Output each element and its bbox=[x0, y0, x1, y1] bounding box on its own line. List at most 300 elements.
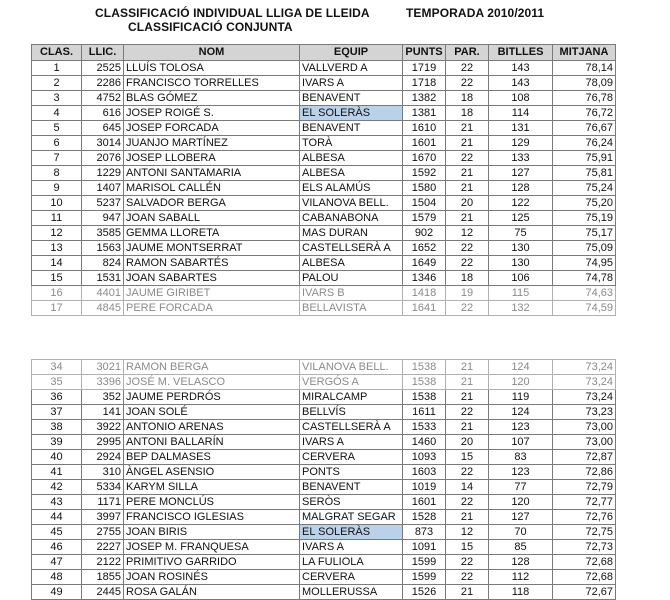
pins-cell: 107 bbox=[489, 435, 553, 450]
average-cell: 75,91 bbox=[553, 151, 616, 166]
name-cell: JOSEP M. FRANQUESA bbox=[124, 540, 300, 555]
name-cell: JOSEP LLOBERA bbox=[124, 151, 300, 166]
license-cell: 1171 bbox=[82, 495, 124, 510]
points-cell: 1526 bbox=[403, 585, 446, 600]
name-cell: BEP DALMASES bbox=[124, 450, 300, 465]
table-header-row bbox=[32, 45, 616, 61]
matches-cell: 22 bbox=[446, 570, 489, 585]
name-cell: JUANJO MARTÍNEZ bbox=[124, 136, 300, 151]
license-cell: 352 bbox=[82, 390, 124, 405]
table-row bbox=[32, 555, 616, 570]
rank-cell: 16 bbox=[32, 286, 82, 301]
matches-cell: 21 bbox=[446, 360, 489, 375]
average-cell: 72,68 bbox=[553, 570, 616, 585]
name-cell: MARISOL CALLÉN bbox=[124, 181, 300, 196]
points-cell: 1091 bbox=[403, 540, 446, 555]
license-cell: 1229 bbox=[82, 166, 124, 181]
pins-cell: 120 bbox=[489, 495, 553, 510]
rank-cell: 49 bbox=[32, 585, 82, 600]
matches-cell: 22 bbox=[446, 495, 489, 510]
matches-cell: 21 bbox=[446, 375, 489, 390]
license-cell: 3922 bbox=[82, 420, 124, 435]
license-cell: 2076 bbox=[82, 151, 124, 166]
matches-cell: 21 bbox=[446, 390, 489, 405]
license-cell: 3021 bbox=[82, 360, 124, 375]
table-row bbox=[32, 480, 616, 495]
average-cell: 76,67 bbox=[553, 121, 616, 136]
points-cell: 1460 bbox=[403, 435, 446, 450]
license-cell: 4752 bbox=[82, 91, 124, 106]
table-row bbox=[32, 61, 616, 76]
matches-cell: 22 bbox=[446, 241, 489, 256]
name-cell: ANTONI BALLARÍN bbox=[124, 435, 300, 450]
pins-cell: 118 bbox=[489, 585, 553, 600]
average-cell: 75,17 bbox=[553, 226, 616, 241]
pins-cell: 119 bbox=[489, 390, 553, 405]
name-cell: PERE MONCLÚS bbox=[124, 495, 300, 510]
rank-cell: 41 bbox=[32, 465, 82, 480]
points-cell: 1599 bbox=[403, 555, 446, 570]
team-cell: MOLLERUSSA bbox=[300, 585, 403, 600]
team-cell: IVARS A bbox=[300, 540, 403, 555]
matches-cell: 15 bbox=[446, 540, 489, 555]
table-row bbox=[32, 121, 616, 136]
column-header: LLIC. bbox=[82, 45, 124, 61]
average-cell: 74,63 bbox=[553, 286, 616, 301]
rank-cell: 5 bbox=[32, 121, 82, 136]
points-cell: 1382 bbox=[403, 91, 446, 106]
matches-cell: 22 bbox=[446, 465, 489, 480]
rank-cell: 6 bbox=[32, 136, 82, 151]
matches-cell: 14 bbox=[446, 480, 489, 495]
average-cell: 75,81 bbox=[553, 166, 616, 181]
matches-cell: 22 bbox=[446, 61, 489, 76]
average-cell: 72,76 bbox=[553, 510, 616, 525]
license-cell: 1563 bbox=[82, 241, 124, 256]
name-cell: JOAN SABALL bbox=[124, 211, 300, 226]
average-cell: 73,00 bbox=[553, 420, 616, 435]
rank-cell: 10 bbox=[32, 196, 82, 211]
name-cell: KARYM SILLA bbox=[124, 480, 300, 495]
matches-cell: 18 bbox=[446, 106, 489, 121]
table-row bbox=[32, 181, 616, 196]
pins-cell: 127 bbox=[489, 166, 553, 181]
license-cell: 4845 bbox=[82, 301, 124, 316]
average-cell: 75,24 bbox=[553, 181, 616, 196]
table-row bbox=[32, 525, 616, 540]
team-cell: ALBESA bbox=[300, 256, 403, 271]
name-cell: JAUME PERDRÓS bbox=[124, 390, 300, 405]
matches-cell: 22 bbox=[446, 405, 489, 420]
table-row bbox=[32, 91, 616, 106]
name-cell: JOAN SOLÉ bbox=[124, 405, 300, 420]
license-cell: 645 bbox=[82, 121, 124, 136]
matches-cell: 21 bbox=[446, 585, 489, 600]
matches-cell: 20 bbox=[446, 196, 489, 211]
rank-cell: 39 bbox=[32, 435, 82, 450]
name-cell: JOAN SABARTES bbox=[124, 271, 300, 286]
points-cell: 1601 bbox=[403, 495, 446, 510]
pins-cell: 130 bbox=[489, 256, 553, 271]
pins-cell: 131 bbox=[489, 121, 553, 136]
rank-cell: 17 bbox=[32, 301, 82, 316]
column-header: PUNTS bbox=[403, 45, 446, 61]
name-cell: FRANCISCO TORRELLES bbox=[124, 76, 300, 91]
pins-cell: 123 bbox=[489, 420, 553, 435]
team-cell: CASTELLSERÀ A bbox=[300, 420, 403, 435]
table-row bbox=[32, 256, 616, 271]
table-row bbox=[32, 271, 616, 286]
matches-cell: 21 bbox=[446, 166, 489, 181]
table-row bbox=[32, 166, 616, 181]
points-cell: 1610 bbox=[403, 121, 446, 136]
points-cell: 902 bbox=[403, 226, 446, 241]
name-cell: ROSA GALÁN bbox=[124, 585, 300, 600]
pins-cell: 120 bbox=[489, 375, 553, 390]
points-cell: 1641 bbox=[403, 301, 446, 316]
title-line-1: CLASSIFICACIÓ INDIVIDUAL LLIGA DE LLEIDA bbox=[95, 6, 370, 20]
rank-cell: 37 bbox=[32, 405, 82, 420]
table-row bbox=[32, 241, 616, 256]
rank-cell: 42 bbox=[32, 480, 82, 495]
matches-cell: 21 bbox=[446, 211, 489, 226]
license-cell: 1407 bbox=[82, 181, 124, 196]
license-cell: 2755 bbox=[82, 525, 124, 540]
license-cell: 2122 bbox=[82, 555, 124, 570]
name-cell: RAMON BERGA bbox=[124, 360, 300, 375]
matches-cell: 21 bbox=[446, 420, 489, 435]
license-cell: 824 bbox=[82, 256, 124, 271]
team-cell: BENAVENT bbox=[300, 480, 403, 495]
rank-cell: 34 bbox=[32, 360, 82, 375]
matches-cell: 21 bbox=[446, 510, 489, 525]
pins-cell: 127 bbox=[489, 510, 553, 525]
pins-cell: 130 bbox=[489, 241, 553, 256]
team-cell: BENAVENT bbox=[300, 121, 403, 136]
matches-cell: 12 bbox=[446, 525, 489, 540]
ranking-table-top bbox=[31, 44, 616, 316]
name-cell: ÀNGEL ASENSIO bbox=[124, 465, 300, 480]
name-cell: JAUME GIRIBET bbox=[124, 286, 300, 301]
average-cell: 72,67 bbox=[553, 585, 616, 600]
average-cell: 72,68 bbox=[553, 555, 616, 570]
name-cell: RAMON SABARTÉS bbox=[124, 256, 300, 271]
average-cell: 76,78 bbox=[553, 91, 616, 106]
license-cell: 3396 bbox=[82, 375, 124, 390]
points-cell: 1580 bbox=[403, 181, 446, 196]
license-cell: 3014 bbox=[82, 136, 124, 151]
rank-cell: 13 bbox=[32, 241, 82, 256]
matches-cell: 22 bbox=[446, 256, 489, 271]
license-cell: 2286 bbox=[82, 76, 124, 91]
team-cell: BENAVENT bbox=[300, 91, 403, 106]
ranking-table-bottom bbox=[31, 359, 616, 600]
average-cell: 73,23 bbox=[553, 405, 616, 420]
name-cell: BLAS GÓMEZ bbox=[124, 91, 300, 106]
column-header: CLAS. bbox=[32, 45, 82, 61]
rank-cell: 7 bbox=[32, 151, 82, 166]
rank-cell: 47 bbox=[32, 555, 82, 570]
average-cell: 72,77 bbox=[553, 495, 616, 510]
pins-cell: 70 bbox=[489, 525, 553, 540]
column-header: MITJANA bbox=[553, 45, 616, 61]
license-cell: 2924 bbox=[82, 450, 124, 465]
points-cell: 1381 bbox=[403, 106, 446, 121]
points-cell: 1538 bbox=[403, 390, 446, 405]
points-cell: 1592 bbox=[403, 166, 446, 181]
name-cell: PERE FORCADA bbox=[124, 301, 300, 316]
team-cell: PALOU bbox=[300, 271, 403, 286]
pins-cell: 123 bbox=[489, 465, 553, 480]
team-cell: SERÒS bbox=[300, 495, 403, 510]
license-cell: 2525 bbox=[82, 61, 124, 76]
average-cell: 74,78 bbox=[553, 271, 616, 286]
name-cell: JOSEP ROIGÉ S. bbox=[124, 106, 300, 121]
pins-cell: 106 bbox=[489, 271, 553, 286]
points-cell: 1670 bbox=[403, 151, 446, 166]
rank-cell: 9 bbox=[32, 181, 82, 196]
table-row bbox=[32, 450, 616, 465]
column-header: EQUIP bbox=[300, 45, 403, 61]
average-cell: 73,24 bbox=[553, 375, 616, 390]
average-cell: 72,87 bbox=[553, 450, 616, 465]
name-cell: JAUME MONTSERRAT bbox=[124, 241, 300, 256]
team-cell: ALBESA bbox=[300, 166, 403, 181]
pins-cell: 124 bbox=[489, 405, 553, 420]
matches-cell: 12 bbox=[446, 226, 489, 241]
points-cell: 1528 bbox=[403, 510, 446, 525]
matches-cell: 19 bbox=[446, 286, 489, 301]
rank-cell: 4 bbox=[32, 106, 82, 121]
average-cell: 75,20 bbox=[553, 196, 616, 211]
team-cell: EL SOLERÀS bbox=[300, 525, 403, 540]
matches-cell: 22 bbox=[446, 76, 489, 91]
table-row bbox=[32, 435, 616, 450]
pins-cell: 128 bbox=[489, 181, 553, 196]
license-cell: 5334 bbox=[82, 480, 124, 495]
license-cell: 1531 bbox=[82, 271, 124, 286]
license-cell: 2445 bbox=[82, 585, 124, 600]
rank-cell: 1 bbox=[32, 61, 82, 76]
pins-cell: 143 bbox=[489, 61, 553, 76]
license-cell: 947 bbox=[82, 211, 124, 226]
table-row bbox=[32, 540, 616, 555]
table-row bbox=[32, 136, 616, 151]
table-row bbox=[32, 465, 616, 480]
license-cell: 4401 bbox=[82, 286, 124, 301]
pins-cell: 115 bbox=[489, 286, 553, 301]
matches-cell: 21 bbox=[446, 136, 489, 151]
license-cell: 616 bbox=[82, 106, 124, 121]
license-cell: 310 bbox=[82, 465, 124, 480]
pins-cell: 133 bbox=[489, 151, 553, 166]
pins-cell: 83 bbox=[489, 450, 553, 465]
column-header: BITLLES bbox=[489, 45, 553, 61]
matches-cell: 15 bbox=[446, 450, 489, 465]
rank-cell: 45 bbox=[32, 525, 82, 540]
table-row bbox=[32, 420, 616, 435]
team-cell: MIRALCAMP bbox=[300, 390, 403, 405]
table-row bbox=[32, 375, 616, 390]
average-cell: 73,00 bbox=[553, 435, 616, 450]
team-cell: ALBESA bbox=[300, 151, 403, 166]
rank-cell: 3 bbox=[32, 91, 82, 106]
name-cell: SALVADOR BERGA bbox=[124, 196, 300, 211]
name-cell: JOSEP FORCADA bbox=[124, 121, 300, 136]
rank-cell: 2 bbox=[32, 76, 82, 91]
column-header: PAR. bbox=[446, 45, 489, 61]
team-cell: BELLVÍS bbox=[300, 405, 403, 420]
rank-cell: 38 bbox=[32, 420, 82, 435]
average-cell: 73,24 bbox=[553, 360, 616, 375]
license-cell: 1855 bbox=[82, 570, 124, 585]
matches-cell: 18 bbox=[446, 91, 489, 106]
average-cell: 72,75 bbox=[553, 525, 616, 540]
rank-cell: 48 bbox=[32, 570, 82, 585]
license-cell: 141 bbox=[82, 405, 124, 420]
team-cell: ELS ALAMÚS bbox=[300, 181, 403, 196]
points-cell: 1019 bbox=[403, 480, 446, 495]
name-cell: GEMMA LLORETA bbox=[124, 226, 300, 241]
team-cell: VERGÓS A bbox=[300, 375, 403, 390]
points-cell: 1599 bbox=[403, 570, 446, 585]
points-cell: 1418 bbox=[403, 286, 446, 301]
table-row bbox=[32, 360, 616, 375]
average-cell: 74,59 bbox=[553, 301, 616, 316]
matches-cell: 18 bbox=[446, 271, 489, 286]
title-line-2: CLASSIFICACIÓ CONJUNTA bbox=[128, 20, 293, 34]
table-row bbox=[32, 570, 616, 585]
name-cell: ANTONI SANTAMARIA bbox=[124, 166, 300, 181]
table-row bbox=[32, 286, 616, 301]
pins-cell: 114 bbox=[489, 106, 553, 121]
pins-cell: 129 bbox=[489, 136, 553, 151]
matches-cell: 22 bbox=[446, 301, 489, 316]
table-row bbox=[32, 226, 616, 241]
table-row bbox=[32, 301, 616, 316]
team-cell: EL SOLERÀS bbox=[300, 106, 403, 121]
table-row bbox=[32, 585, 616, 600]
points-cell: 1093 bbox=[403, 450, 446, 465]
name-cell: LLUÍS TOLOSA bbox=[124, 61, 300, 76]
name-cell: PRIMITIVO GARRIDO bbox=[124, 555, 300, 570]
team-cell: CASTELLSERÀ A bbox=[300, 241, 403, 256]
rank-cell: 36 bbox=[32, 390, 82, 405]
pins-cell: 143 bbox=[489, 76, 553, 91]
license-cell: 2995 bbox=[82, 435, 124, 450]
pins-cell: 124 bbox=[489, 360, 553, 375]
average-cell: 72,73 bbox=[553, 540, 616, 555]
table-row bbox=[32, 211, 616, 226]
name-cell: JOAN BIRIS bbox=[124, 525, 300, 540]
team-cell: PONTS bbox=[300, 465, 403, 480]
average-cell: 75,09 bbox=[553, 241, 616, 256]
pins-cell: 112 bbox=[489, 570, 553, 585]
name-cell: ANTONIO ARENAS bbox=[124, 420, 300, 435]
matches-cell: 22 bbox=[446, 151, 489, 166]
table-row bbox=[32, 510, 616, 525]
team-cell: IVARS A bbox=[300, 76, 403, 91]
pins-cell: 85 bbox=[489, 540, 553, 555]
points-cell: 1533 bbox=[403, 420, 446, 435]
team-cell: VILANOVA BELL. bbox=[300, 196, 403, 211]
points-cell: 1611 bbox=[403, 405, 446, 420]
team-cell: CERVERA bbox=[300, 570, 403, 585]
pins-cell: 122 bbox=[489, 196, 553, 211]
pins-cell: 77 bbox=[489, 480, 553, 495]
team-cell: VALLVERD A bbox=[300, 61, 403, 76]
average-cell: 76,24 bbox=[553, 136, 616, 151]
matches-cell: 21 bbox=[446, 181, 489, 196]
pins-cell: 125 bbox=[489, 211, 553, 226]
name-cell: JOSÉ M. VELASCO bbox=[124, 375, 300, 390]
season-label: TEMPORADA 2010/2011 bbox=[406, 6, 545, 20]
points-cell: 1718 bbox=[403, 76, 446, 91]
license-cell: 3997 bbox=[82, 510, 124, 525]
license-cell: 2227 bbox=[82, 540, 124, 555]
points-cell: 1538 bbox=[403, 375, 446, 390]
team-cell: TORÀ bbox=[300, 136, 403, 151]
rank-cell: 14 bbox=[32, 256, 82, 271]
points-cell: 1538 bbox=[403, 360, 446, 375]
points-cell: 1579 bbox=[403, 211, 446, 226]
matches-cell: 22 bbox=[446, 555, 489, 570]
name-cell: FRANCISCO IGLESIAS bbox=[124, 510, 300, 525]
average-cell: 73,24 bbox=[553, 390, 616, 405]
points-cell: 1649 bbox=[403, 256, 446, 271]
points-cell: 1719 bbox=[403, 61, 446, 76]
team-cell: VILANOVA BELL. bbox=[300, 360, 403, 375]
table-row bbox=[32, 196, 616, 211]
average-cell: 74,95 bbox=[553, 256, 616, 271]
table-row bbox=[32, 106, 616, 121]
pins-cell: 132 bbox=[489, 301, 553, 316]
team-cell: IVARS B bbox=[300, 286, 403, 301]
average-cell: 76,72 bbox=[553, 106, 616, 121]
team-cell: IVARS A bbox=[300, 435, 403, 450]
rank-cell: 8 bbox=[32, 166, 82, 181]
matches-cell: 21 bbox=[446, 121, 489, 136]
rank-cell: 15 bbox=[32, 271, 82, 286]
table-row bbox=[32, 76, 616, 91]
average-cell: 78,09 bbox=[553, 76, 616, 91]
rank-cell: 44 bbox=[32, 510, 82, 525]
team-cell: CERVERA bbox=[300, 450, 403, 465]
points-cell: 1652 bbox=[403, 241, 446, 256]
table-row bbox=[32, 495, 616, 510]
license-cell: 3585 bbox=[82, 226, 124, 241]
table-row bbox=[32, 151, 616, 166]
points-cell: 1504 bbox=[403, 196, 446, 211]
rank-cell: 43 bbox=[32, 495, 82, 510]
team-cell: MAS DURAN bbox=[300, 226, 403, 241]
team-cell: CABANABONA bbox=[300, 211, 403, 226]
column-header: NOM bbox=[124, 45, 300, 61]
average-cell: 75,19 bbox=[553, 211, 616, 226]
pins-cell: 108 bbox=[489, 91, 553, 106]
team-cell: LA FULIOLA bbox=[300, 555, 403, 570]
pins-cell: 128 bbox=[489, 555, 553, 570]
pins-cell: 75 bbox=[489, 226, 553, 241]
average-cell: 78,14 bbox=[553, 61, 616, 76]
average-cell: 72,86 bbox=[553, 465, 616, 480]
team-cell: BELLAVISTA bbox=[300, 301, 403, 316]
rank-cell: 12 bbox=[32, 226, 82, 241]
points-cell: 1346 bbox=[403, 271, 446, 286]
team-cell: MALGRAT SEGAR bbox=[300, 510, 403, 525]
table-row bbox=[32, 405, 616, 420]
table-row bbox=[32, 390, 616, 405]
